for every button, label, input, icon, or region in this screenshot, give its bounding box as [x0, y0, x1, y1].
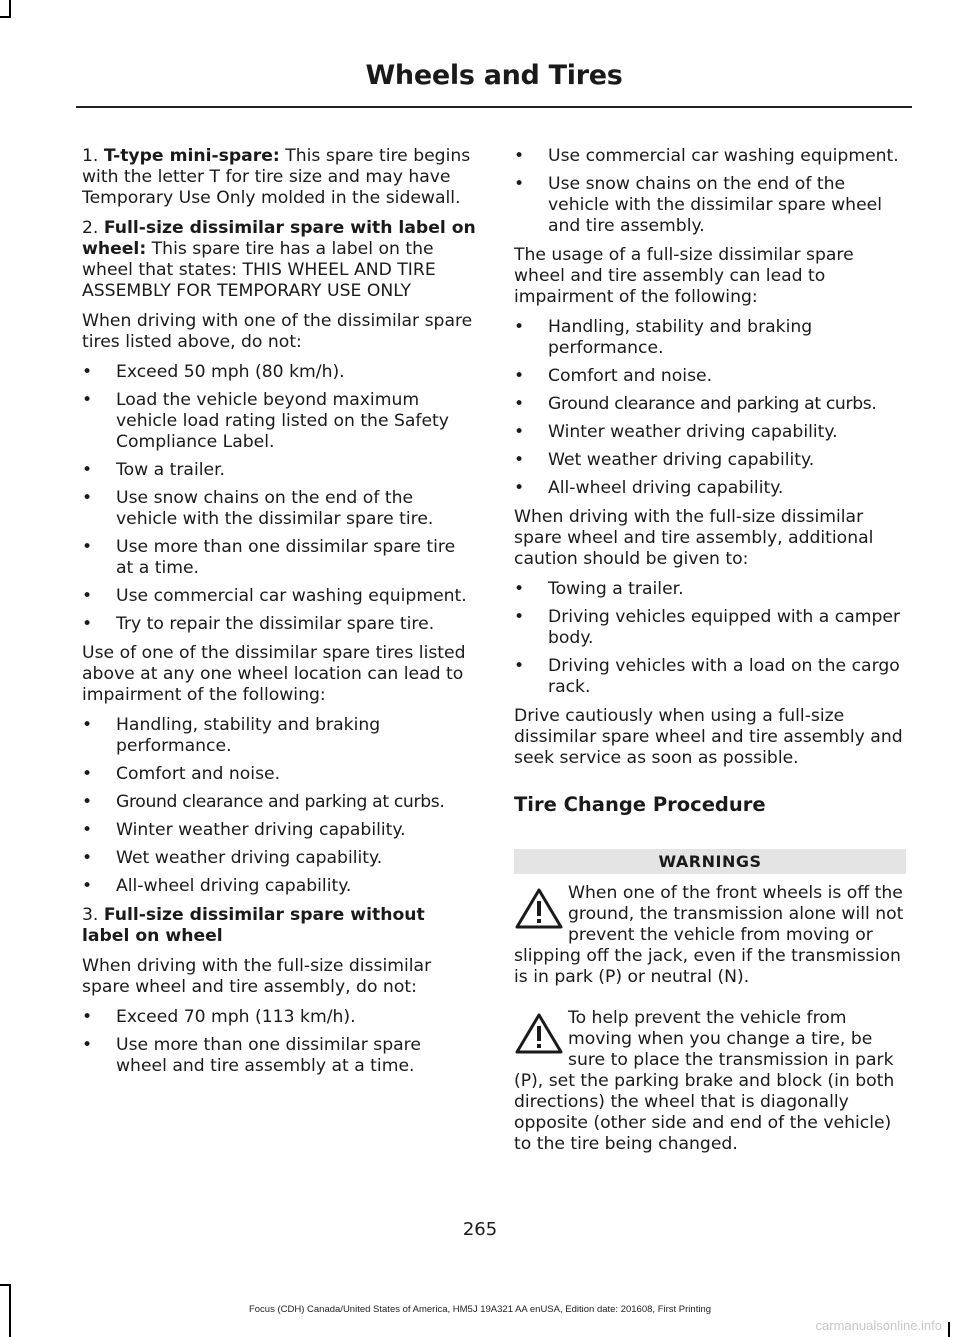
list-item: • Try to repair the dissimilar spare tire. [82, 614, 476, 635]
paragraph-full-size-label [82, 218, 476, 302]
bullet-list [514, 317, 906, 499]
list-item: • Use more than one dissimilar spare wheel and tire assembly at a time. [82, 1035, 476, 1077]
section-heading: Tire Change Procedure [514, 793, 766, 816]
item-number: 1. [82, 146, 99, 166]
list-item: • Use snow chains on the end of the vehicle with the dissimilar spare tire. [82, 488, 476, 530]
crop-mark [0, 1284, 11, 1286]
left-column [82, 146, 476, 1085]
bullet-list [82, 1007, 476, 1077]
list-item: • Exceed 70 mph (113 km/h). [82, 1007, 476, 1028]
crop-mark [948, 1322, 950, 1337]
edition-footer: Focus (CDH) Canada/United States of America, HM5J 19A321 AA enUSA, Edition date: 201608, First Printing [248, 1304, 712, 1315]
list-item: • Ground clearance and parking at curbs. [514, 394, 906, 415]
list-item: • Use commercial car washing equipment. [514, 146, 906, 167]
paragraph-t-type [82, 146, 476, 209]
crop-mark [0, 16, 11, 18]
list-item: • Use snow chains on the end of the vehicle with the dissimilar spare wheel and tire assembly. [514, 174, 906, 237]
warning-triangle-icon [514, 887, 564, 931]
paragraph-text: This spare tire begins with the letter T for tire size and may have Temporary Use Only molded in the sidewall. [82, 146, 471, 208]
list-item: • Handling, stability and braking performance. [82, 715, 476, 757]
list-item: • Use more than one dissimilar spare tire at a time. [82, 537, 476, 579]
bold-term: Full-size dissimilar spare with label on wheel: [82, 218, 476, 259]
item-number: 2. [82, 218, 99, 238]
bullet-list [82, 362, 476, 635]
bold-term: Full-size dissimilar spare without label on wheel [82, 905, 425, 946]
warning-block [514, 883, 906, 988]
header-rule [76, 106, 912, 108]
paragraph-text: When driving with one of the dissimilar spare tires listed above, do not: [82, 311, 473, 352]
list-item: • Use commercial car washing equipment. [82, 586, 476, 607]
paragraph-text: Drive cautiously when using a full-size dissimilar spare wheel and tire assembly and seek service as soon as possible. [514, 706, 903, 768]
list-item: • Driving vehicles equipped with a camper body. [514, 607, 906, 649]
watermark: carmanualsonline.info [815, 1318, 942, 1333]
warning-text: When one of the front wheels is off the ground, the transmission alone will not prevent the vehicle from moving or slipping off the jack, even if the transmission is in park (P) or neutral (N). [514, 883, 904, 987]
list-item: • Tow a trailer. [82, 460, 476, 481]
list-item: • Ground clearance and parking at curbs. [82, 792, 476, 813]
list-item: • Load the vehicle beyond maximum vehicle load rating listed on the Safety Compliance Label. [82, 390, 476, 453]
paragraph-full-size-no-label [82, 905, 476, 947]
bold-term: T-type mini-spare: [103, 146, 280, 166]
paragraph-text: When driving with the full-size dissimilar spare wheel and tire assembly, do not: [82, 956, 432, 997]
list-item: • Driving vehicles with a load on the cargo rack. [514, 656, 906, 698]
paragraph-text: This spare tire has a label on the wheel that states: THIS WHEEL AND TIRE ASSEMBLY FOR TEMPORARY USE ONLY [82, 239, 436, 301]
list-item: • Winter weather driving capability. [514, 422, 906, 443]
warning-text: To help prevent the vehicle from moving when you change a tire, be sure to place the transmission in park (P), set the parking brake and block (in both directions) the wheel that is diagonally opposite (other side and end of the vehicle) to the tire being changed. [514, 1008, 895, 1154]
page-title: Wheels and Tires [365, 60, 623, 91]
page-number: 265 [462, 1219, 498, 1240]
item-number: 3. [82, 905, 99, 925]
list-item: • Comfort and noise. [514, 366, 906, 387]
page-header [0, 60, 960, 91]
paragraph-text: The usage of a full-size dissimilar spare wheel and tire assembly can lead to impairment of the following: [514, 245, 854, 307]
list-item: • Handling, stability and braking performance. [514, 317, 906, 359]
right-column [514, 146, 906, 1175]
bullet-list [82, 715, 476, 897]
bullet-list [514, 146, 906, 237]
list-item: • Towing a trailer. [514, 579, 906, 600]
list-item: • Wet weather driving capability. [82, 848, 476, 869]
list-item: • Winter weather driving capability. [82, 820, 476, 841]
warning-block [514, 1008, 906, 1155]
paragraph-text: When driving with the full-size dissimilar spare wheel and tire assembly, additional caution should be given to: [514, 507, 874, 569]
warning-triangle-icon [514, 1012, 564, 1056]
list-item: • Comfort and noise. [82, 764, 476, 785]
list-item: • All-wheel driving capability. [514, 478, 906, 499]
list-item: • Exceed 50 mph (80 km/h). [82, 362, 476, 383]
crop-mark [9, 0, 11, 16]
list-item: • Wet weather driving capability. [514, 450, 906, 471]
warnings-heading: WARNINGS [514, 849, 906, 874]
paragraph-text: Use of one of the dissimilar spare tires listed above at any one wheel location can lead to impairment of the following: [82, 643, 466, 705]
list-item: • All-wheel driving capability. [82, 876, 476, 897]
bullet-list [514, 579, 906, 698]
